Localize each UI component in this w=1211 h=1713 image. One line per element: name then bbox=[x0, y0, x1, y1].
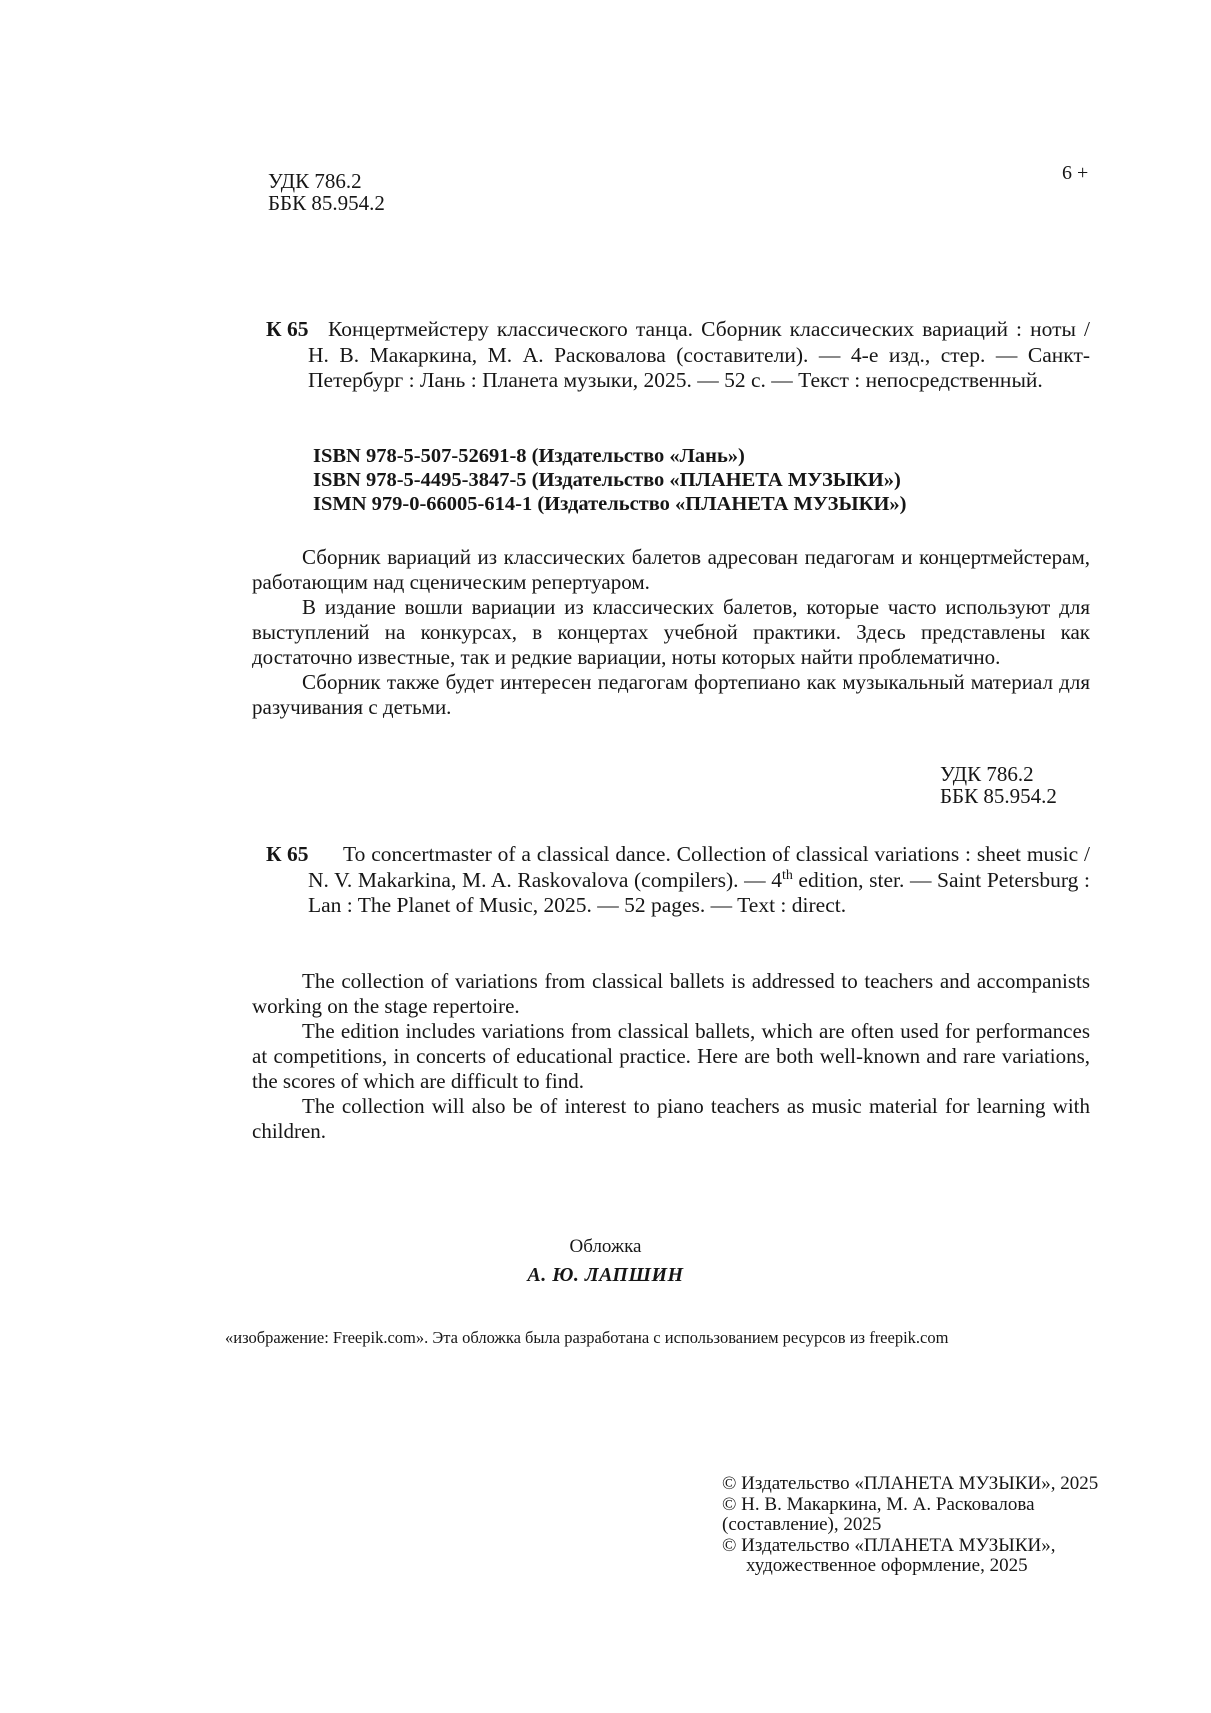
ismn-line-planeta-muzyki: ISMN 979-0-66005-614-1 (Издательство «ПЛАНЕТА МУЗЫКИ») bbox=[313, 493, 907, 515]
copyright-line: художественное оформление, 2025 bbox=[746, 1555, 1028, 1576]
annotation-ru-paragraph: Сборник вариаций из классических балетов адресован педагогам и концертмейстерам, работающим над сценическим репертуаром. bbox=[252, 545, 1090, 594]
bbk-code-mid: ББК 85.954.2 bbox=[940, 784, 1057, 808]
annotation-en-paragraph: The collection will also be of interest to piano teachers as music material for learning with children. bbox=[252, 1094, 1090, 1143]
cover-credit-heading: Обложка bbox=[569, 1236, 642, 1257]
cover-designer-name: А. Ю. ЛАПШИН bbox=[527, 1264, 684, 1286]
bbk-code-top: ББК 85.954.2 bbox=[268, 191, 385, 215]
catalog-code-label-en: К 65 bbox=[266, 842, 309, 866]
copyright-line: © Издательство «ПЛАНЕТА МУЗЫКИ», 2025 bbox=[722, 1473, 1099, 1494]
udk-code-top: УДК 786.2 bbox=[268, 169, 362, 193]
annotation-en-paragraph: The edition includes variations from classical ballets, which are often used for performances at competitions, in concerts of educational practice. Here are both well-known and rare variations, the scores of which are difficult to find. bbox=[252, 1019, 1090, 1093]
copyright-line: © Н. В. Макаркина, М. А. Расковалова bbox=[722, 1493, 1035, 1515]
catalog-en-text-start: To concertmaster of a classical dance. Collection of classical variations : sheet music / N. V. Makarkina, M. A. Raskovalova (compilers). — 4 bbox=[308, 842, 1090, 892]
isbn-block bbox=[313, 444, 907, 516]
catalog-entry-russian bbox=[252, 317, 1090, 394]
annotation-ru-paragraph: В издание вошли вариации из классических балетов, которые часто используют для выступлений на конкурсах, в концертах учебной практики. Здесь представлены как достаточно известные, так и редкие вариации, ноты которых найти проблематично. bbox=[252, 595, 1090, 669]
catalog-description-ru: Концертмейстеру классического танца. Сборник классических вариаций : ноты / Н. В. Макаркина, М. А. Расковалова (составители). — 4-е изд., стер. — Санкт-Петербург : Лань : Планета музыки, 2025. — 52 с. — Текст : непосредственный. bbox=[308, 317, 1090, 392]
annotation-russian bbox=[252, 545, 1090, 720]
catalog-en-text-end: edition, ster. — Saint Petersburg : Lan : The Planet of Music, 2025. — 52 pages. — Text : direct. bbox=[308, 867, 1090, 917]
catalog-entry-english bbox=[252, 842, 1090, 919]
isbn-line-planeta-muzyki: ISBN 978-5-4495-3847-5 (Издательство «ПЛАНЕТА МУЗЫКИ») bbox=[313, 469, 901, 491]
copyright-line: © Издательство «ПЛАНЕТА МУЗЫКИ», bbox=[722, 1534, 1056, 1556]
isbn-line-lan: ISBN 978-5-507-52691-8 (Издательство «Лань») bbox=[313, 445, 745, 467]
udk-code-mid: УДК 786.2 bbox=[940, 762, 1034, 786]
image-source-note: «изображение: Freepik.com». Эта обложка была разработана с использованием ресурсов из freepik.com bbox=[225, 1328, 949, 1347]
catalog-code-label-ru: К 65 bbox=[266, 317, 309, 341]
ordinal-suffix: th bbox=[781, 867, 793, 883]
annotation-english bbox=[252, 969, 1090, 1144]
age-rating-badge: 6 + bbox=[1062, 162, 1089, 184]
annotation-en-paragraph: The collection of variations from classical ballets is addressed to teachers and accompanists working on the stage repertoire. bbox=[252, 969, 1090, 1018]
cover-credit bbox=[0, 1236, 1211, 1287]
catalog-description-en bbox=[308, 842, 1090, 919]
copyright-line: (составление), 2025 bbox=[722, 1514, 882, 1535]
annotation-ru-paragraph: Сборник также будет интересен педагогам фортепиано как музыкальный материал для разучивания с детьми. bbox=[252, 670, 1090, 719]
mid-classification-codes bbox=[940, 763, 1057, 807]
copyright-block bbox=[722, 1474, 1098, 1577]
top-classification-codes bbox=[268, 170, 385, 214]
